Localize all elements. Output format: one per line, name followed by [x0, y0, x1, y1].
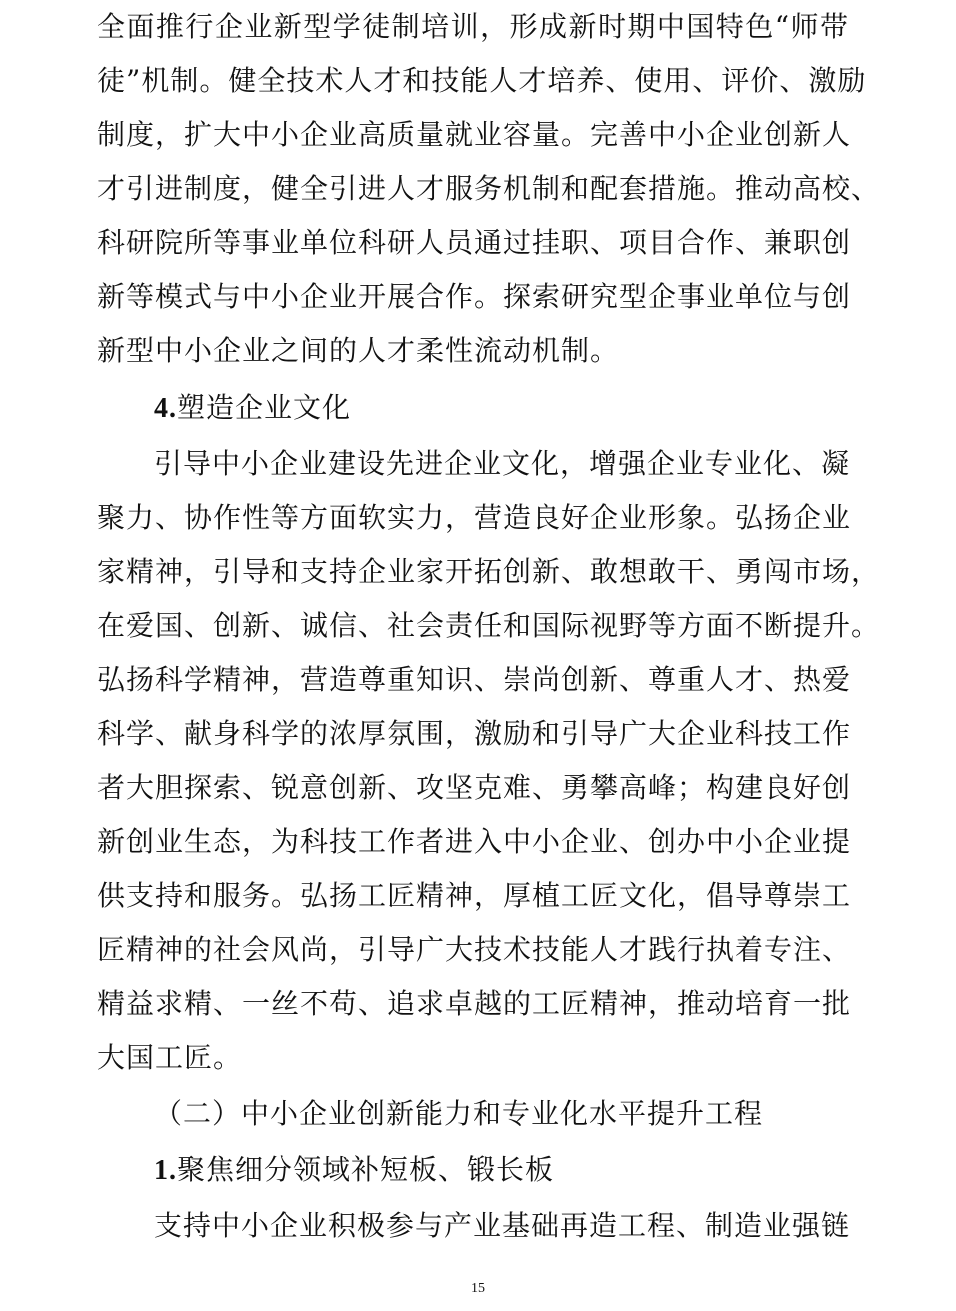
page-number: 15: [471, 1281, 485, 1296]
paragraph-line: 新等模式与中小企业开展合作。探索研究型企事业单位与创: [97, 280, 852, 313]
subheading-focus-segments: [154, 1143, 754, 1197]
paragraph-line: 大国工匠。: [97, 1041, 243, 1074]
paragraph-line: 新型中小企业之间的人才柔性流动机制。: [97, 334, 620, 367]
paragraph-line: 弘扬科学精神，营造尊重知识、崇尚创新、尊重人才、热爱: [97, 663, 852, 696]
paragraph-line: 在爱国、创新、诚信、社会责任和国际视野等方面不断提升。: [97, 609, 881, 642]
paragraph-line: 才引进制度，健全引进人才服务机制和配套措施。推动高校、: [97, 172, 881, 205]
paragraph-line: 匠精神的社会风尚，引导广大技术技能人才践行执着专注、: [97, 933, 852, 966]
paragraph-line: 制度，扩大中小企业高质量就业容量。完善中小企业创新人: [97, 118, 852, 151]
subheading-number: 4.: [154, 393, 177, 424]
paragraph-line: 新创业生态，为科技工作者进入中小企业、创办中小企业提: [97, 825, 852, 858]
paragraph-line: 精益求精、一丝不苟、追求卓越的工匠精神，推动培育一批: [97, 987, 852, 1020]
paragraph-line: 全面推行企业新型学徒制培训，形成新时期中国特色“师带: [97, 10, 849, 43]
subheading-text: 聚焦细分领域补短板、锻长板: [177, 1153, 555, 1186]
paragraph-line: 科研院所等事业单位科研人员通过挂职、项目合作、兼职创: [97, 226, 852, 259]
subheading-number: 1.: [154, 1155, 177, 1186]
paragraph-line: 者大胆探索、锐意创新、攻坚克难、勇攀高峰；构建良好创: [97, 771, 852, 804]
paragraph-line: 供支持和服务。弘扬工匠精神，厚植工匠文化，倡导尊崇工: [97, 879, 852, 912]
subheading-text: 塑造企业文化: [177, 391, 352, 424]
paragraph-line: 家精神，引导和支持企业家开拓创新、敢想敢干、勇闯市场，: [97, 555, 881, 588]
paragraph-line: 聚力、协作性等方面软实力，营造良好企业形象。弘扬企业: [97, 501, 852, 534]
paragraph-line: 科学、献身科学的浓厚氛围，激励和引导广大企业科技工作: [97, 717, 852, 750]
paragraph-line: 徒”机制。健全技术人才和技能人才培养、使用、评价、激励: [97, 64, 867, 97]
section-title: （二）中小企业创新能力和专业化水平提升工程: [154, 1097, 764, 1130]
paragraph-line: 引导中小企业建设先进企业文化，增强企业专业化、凝: [154, 447, 851, 480]
subheading-shape-culture: [154, 381, 754, 435]
paragraph-line: 支持中小企业积极参与产业基础再造工程、制造业强链: [154, 1209, 851, 1242]
